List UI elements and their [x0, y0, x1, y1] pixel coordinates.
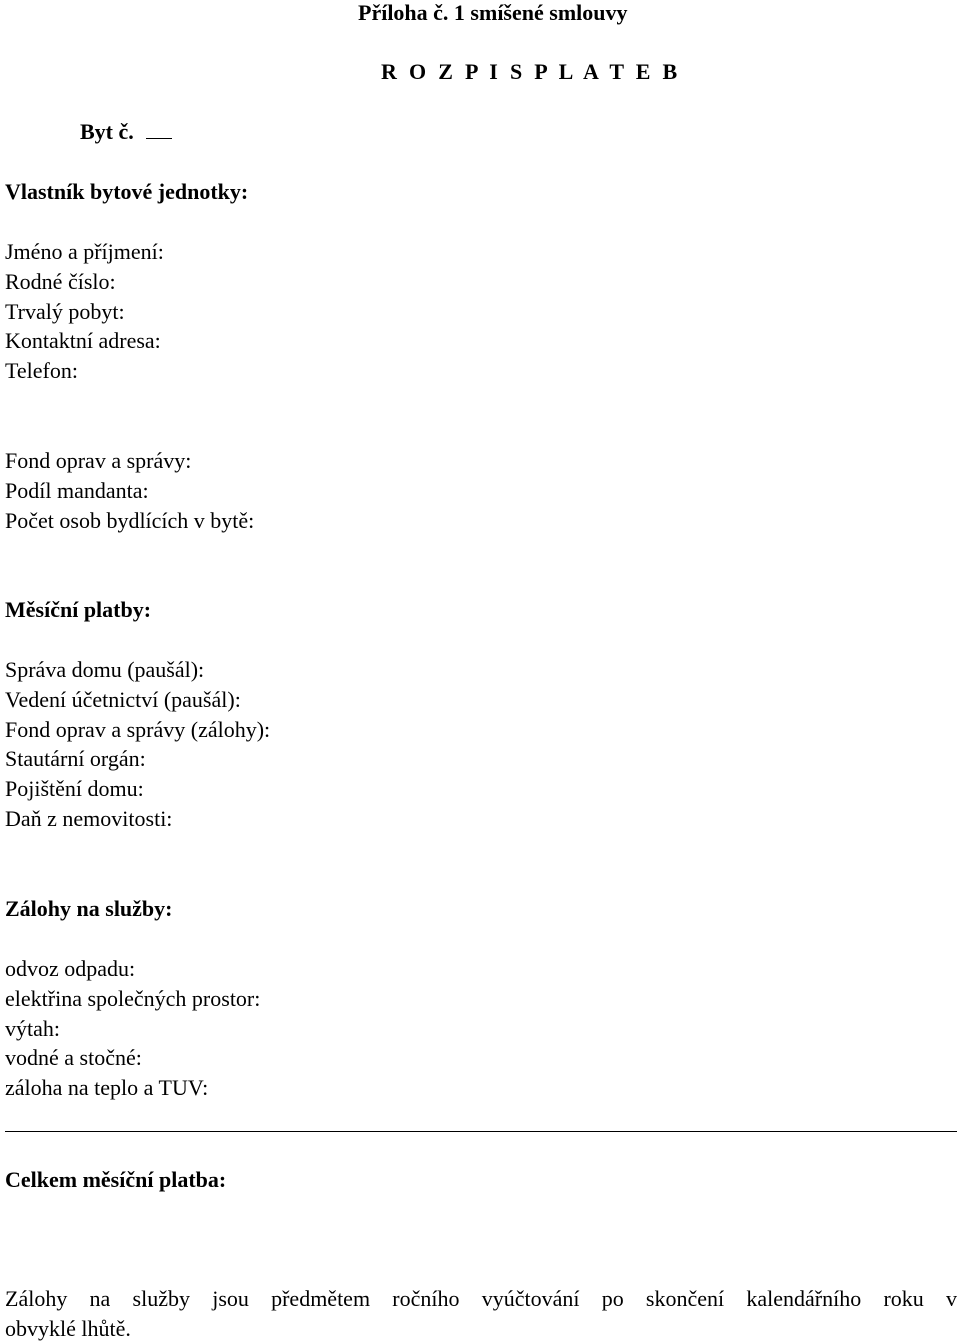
monthly-item: Stautární orgán:	[5, 746, 146, 772]
field-contact-address: Kontaktní adresa:	[5, 328, 161, 354]
field-phone: Telefon:	[5, 358, 78, 384]
monthly-item: Vedení účetnictví (paušál):	[5, 686, 241, 712]
services-items	[5, 954, 260, 1103]
service-item: záloha na teplo a TUV:	[5, 1075, 209, 1101]
service-item: odvoz odpadu:	[5, 956, 136, 981]
monthly-item: Fond oprav a správy (zálohy):	[5, 716, 271, 742]
service-item: elektřina společných prostor:	[5, 985, 261, 1011]
field-residence: Trvalý pobyt:	[5, 298, 125, 324]
field-mandant-share: Podíl mandanta:	[5, 477, 149, 503]
unit-number	[80, 117, 172, 147]
field-birth-number: Rodné číslo:	[5, 268, 116, 294]
total-divider	[5, 1131, 957, 1132]
service-item: výtah:	[5, 1015, 60, 1041]
monthly-items	[5, 655, 270, 834]
services-heading: Zálohy na služby:	[5, 896, 173, 921]
note-line-1: Zálohy na služby jsou předmětem ročního vyúčtování po skončení kalendářního roku v	[5, 1286, 957, 1311]
owner-fields	[5, 237, 164, 386]
fund-fields	[5, 446, 254, 535]
billing-note	[5, 1284, 957, 1344]
note-line-2: obvyklé lhůtě.	[5, 1315, 131, 1341]
owner-heading: Vlastník bytové jednotky:	[5, 179, 249, 204]
field-repair-fund: Fond oprav a správy:	[5, 448, 192, 473]
monthly-heading: Měsíční platby:	[5, 597, 152, 622]
total-label: Celkem měsíční platba:	[5, 1167, 227, 1192]
monthly-item: Daň z nemovitosti:	[5, 805, 173, 831]
unit-number-blank	[146, 120, 172, 139]
document-title: Příloha č. 1 smíšené smlouvy	[358, 0, 628, 25]
monthly-item: Správa domu (paušál):	[5, 657, 205, 682]
field-persons-count: Počet osob bydlících v bytě:	[5, 507, 255, 533]
service-item: vodné a stočné:	[5, 1045, 142, 1071]
document-subtitle: R O Z P I S P L A T E B	[381, 59, 681, 84]
field-name: Jméno a příjmení:	[5, 239, 164, 264]
monthly-item: Pojištění domu:	[5, 776, 144, 802]
unit-label: Byt č.	[80, 119, 134, 144]
